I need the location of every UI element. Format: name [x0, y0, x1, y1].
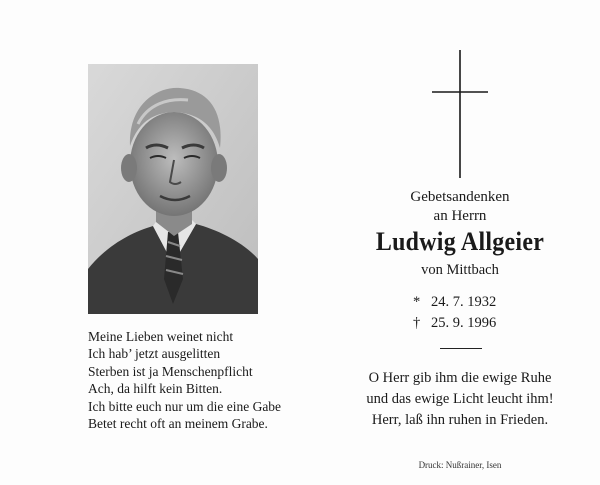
- divider: [440, 348, 482, 349]
- printer-credit: Druck: Nußrainer, Isen: [418, 460, 502, 470]
- poem-line: Meine Lieben weinet nicht: [88, 329, 234, 344]
- heading-line: an Herrn: [433, 208, 487, 224]
- portrait-photo: [88, 64, 258, 314]
- poem-line: Ach, da hilft kein Bitten.: [88, 381, 223, 397]
- death-date: 25. 9. 1996: [431, 315, 497, 331]
- death-symbol: †: [413, 315, 421, 331]
- prayer-line: und das ewige Licht leucht ihm!: [366, 391, 554, 407]
- prayer-line: O Herr gib ihm die ewige Ruhe: [368, 370, 552, 386]
- life-dates: [413, 292, 496, 334]
- place-of-origin: von Mittbach: [421, 262, 499, 278]
- poem-line: Ich hab’ jetzt ausgelitten: [88, 346, 221, 362]
- birth-symbol: *: [413, 294, 421, 310]
- latin-cross-icon: [430, 50, 490, 180]
- poem-line: Betet recht oft an meinem Grabe.: [88, 416, 268, 432]
- birth-date: 24. 7. 1932: [431, 294, 497, 310]
- death-row: [413, 313, 496, 334]
- poem-line: Sterben ist ja Menschenpflicht: [88, 363, 253, 379]
- poem: [88, 328, 338, 432]
- deceased-name: Ludwig Allgeier: [375, 227, 545, 256]
- birth-row: [413, 292, 496, 313]
- poem-line: Ich bitte euch nur um die eine Gabe: [88, 398, 282, 414]
- memorial-heading: [340, 188, 580, 226]
- heading-line: Gebetsandenken: [410, 189, 510, 205]
- prayer: [340, 368, 580, 431]
- prayer-line: Herr, laß ihn ruhen in Frieden.: [371, 412, 549, 428]
